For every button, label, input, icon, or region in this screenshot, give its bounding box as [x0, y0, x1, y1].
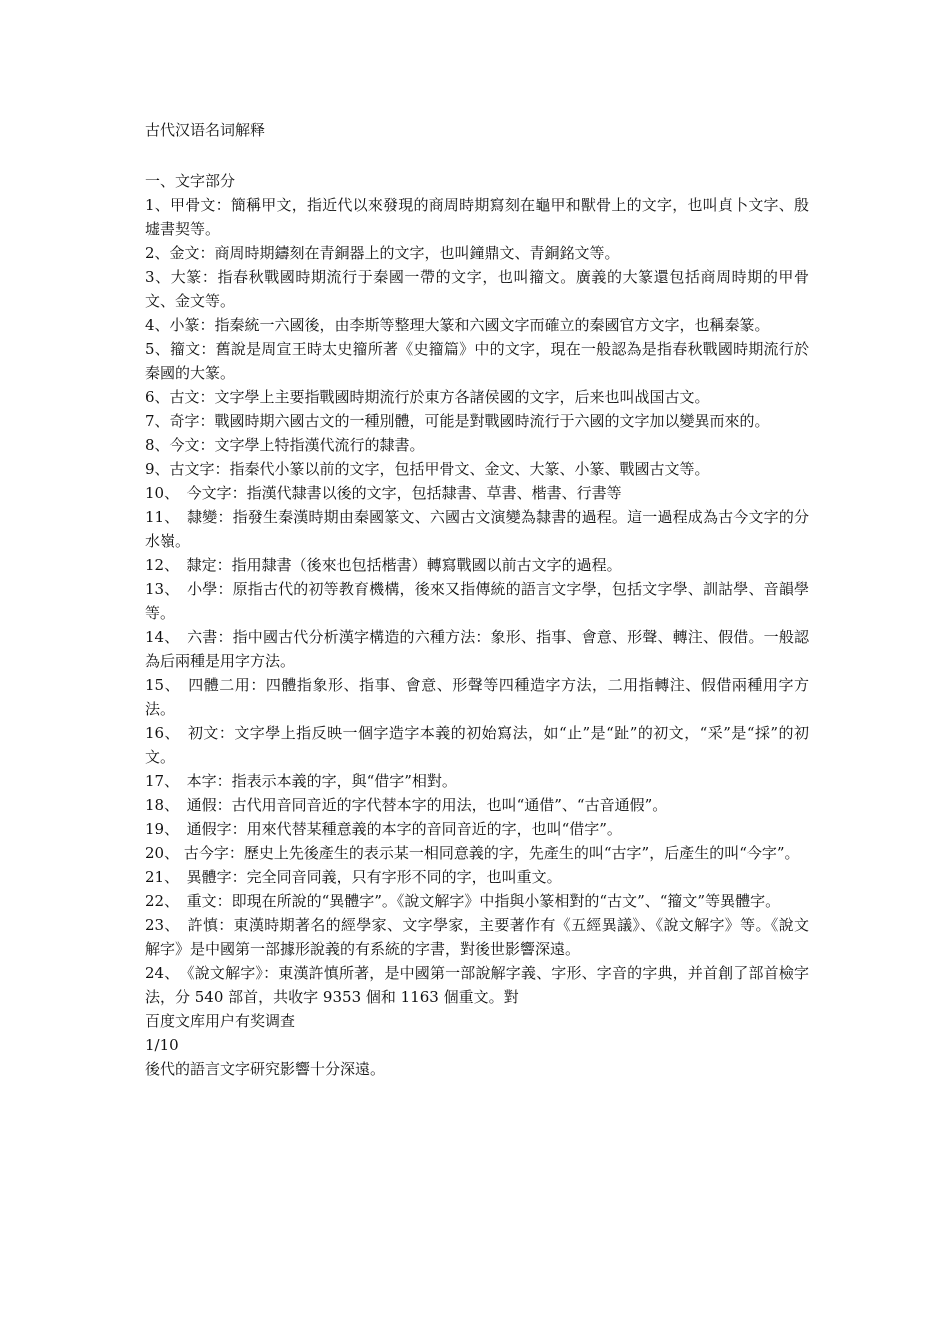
entry-15: 15、 四體二用：四體指象形、指事、會意、形聲等四種造字方法，二用指轉注、假借兩種用字方法。: [145, 676, 809, 718]
entry-list: [145, 193, 809, 1009]
entry-19: 19、 通假字：用來代替某種意義的本字的音同音近的字，也叫“借字”。: [145, 820, 622, 838]
page-number: 1/10: [145, 1036, 179, 1054]
entry-23: 23、 許慎：東漢時期著名的經學家、文字學家，主要著作有《五經異議》、《說文解字》等。《說文解字》是中國第一部據形說義的有系統的字書，對後世影響深遠。: [145, 916, 809, 958]
entry-16: 16、 初文：文字學上指反映一個字造字本義的初始寫法，如“止”是“趾”的初文，“采”是“採”的初文。: [145, 724, 809, 766]
entry-14: 14、 六書：指中國古代分析漢字構造的六種方法：象形、指事、會意、形聲、轉注、假借。一般認為后兩種是用字方法。: [145, 628, 809, 670]
entry-12: 12、 隸定：指用隸書（後來也包括楷書）轉寫戰國以前古文字的過程。: [145, 556, 622, 574]
entry-6: 6、古文：文字學上主要指戰國時期流行於東方各諸侯國的文字，后来也叫战国古文。: [145, 388, 710, 406]
continuation-text: 後代的語言文字研究影響十分深遠。: [145, 1060, 386, 1078]
document-page: [145, 118, 809, 1081]
entry-17: 17、 本字：指表示本義的字，與“借字”相對。: [145, 772, 457, 790]
entry-7: 7、奇字：戰國時期六國古文的一種別體，可能是對戰國時流行于六國的文字加以變異而來的。: [145, 412, 770, 430]
entry-4: 4、小篆：指秦統一六國後，由李斯等整理大篆和六國文字而確立的秦國官方文字，也稱秦篆。: [145, 316, 770, 334]
entry-8: 8、今文：文字學上特指漢代流行的隸書。: [145, 436, 425, 454]
entry-10: 10、 今文字：指漢代隸書以後的文字，包括隸書、草書、楷書、行書等: [145, 484, 622, 502]
section-heading: 一、文字部分: [145, 172, 236, 190]
entry-24: 24、 《說文解字》：東漢許慎所著，是中國第一部說解字義、字形、字音的字典，并首創了部首檢字法，分 540 部首，共收字 9353 個和 1163 個重文。對: [145, 964, 809, 1006]
entry-22: 22、 重文：即現在所說的“異體字”。《說文解字》中指與小篆相對的“古文”、“籀文”等異體字。: [145, 892, 781, 910]
entry-9: 9、古文字：指秦代小篆以前的文字，包括甲骨文、金文、大篆、小篆、戰國古文等。: [145, 460, 710, 478]
entry-20: 20、 古今字：歷史上先後產生的表示某一相同意義的字，先產生的叫“古字”，后產生的叫“今字”。: [145, 844, 800, 862]
document-title: 古代汉语名词解释: [145, 121, 266, 139]
entry-13: 13、 小學：原指古代的初等教育機構，後來又指傳統的語言文字學，包括文字學、訓詁學、音韻學等。: [145, 580, 809, 622]
entry-1: 1、甲骨文：簡稱甲文，指近代以來發現的商周時期寫刻在龜甲和獸骨上的文字，也叫貞卜文字、殷墟書契等。: [145, 196, 809, 238]
entry-21: 21、 異體字：完全同音同義，只有字形不同的字，也叫重文。: [145, 868, 562, 886]
survey-link[interactable]: 百度文库用户有奖调查: [145, 1012, 296, 1030]
entry-5: 5、籀文：舊說是周宣王時太史籀所著《史籀篇》中的文字，現在一般認為是指春秋戰國時期流行於秦國的大篆。: [145, 340, 809, 382]
entry-18: 18、 通假：古代用音同音近的字代替本字的用法，也叫“通借”、“古音通假”。: [145, 796, 668, 814]
entry-2: 2、金文：商周時期鑄刻在青銅器上的文字，也叫鐘鼎文、青銅銘文等。: [145, 244, 620, 262]
entry-3: 3、大篆：指春秋戰國時期流行于秦國一帶的文字，也叫籀文。廣義的大篆還包括商周時期的甲骨文、金文等。: [145, 268, 809, 310]
entry-11: 11、 隸變：指發生秦漢時期由秦國篆文、六國古文演變為隸書的過程。這一過程成為古今文字的分水嶺。: [145, 508, 809, 550]
